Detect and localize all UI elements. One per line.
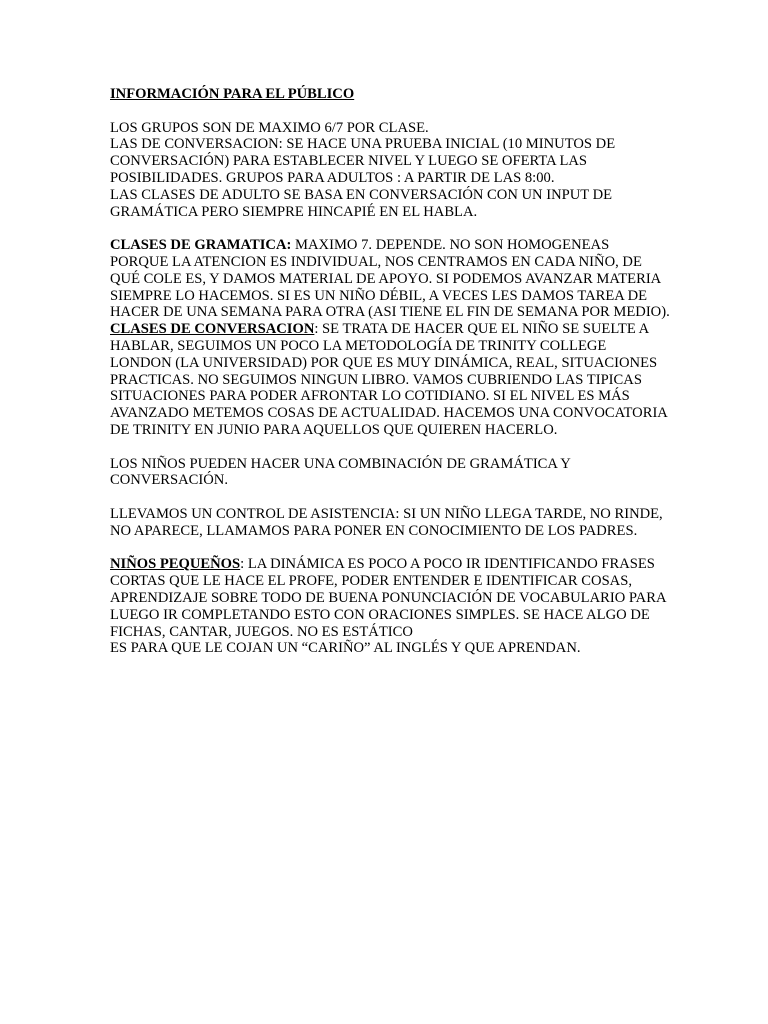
pequenos-text: : LA DINÁMICA ES POCO A POCO IR IDENTIFICANDO FRASES CORTAS QUE LE HACE EL PROFE, PODER ENTENDER E IDENTIFICAR COSAS, APRENDIZAJE SOBRE TODO DE BUENA PONUNCIACIÓN DE VOCABULARIO PARA LUEGO IR COMPLETANDO ESTO CON ORACIONES SIMPLES. SE HACE ALGO DE FICHAS, CANTAR, JUEGOS. NO ES ESTÁTICO [110, 556, 666, 640]
pequenos-paragraph [110, 556, 670, 640]
pequenos-heading: NIÑOS PEQUEÑOS [110, 556, 241, 573]
combinacion-paragraph: LOS NIÑOS PUEDEN HACER UNA COMBINACIÓN DE GRAMÁTICA Y CONVERSACIÓN. [110, 455, 571, 489]
document-title: INFORMACIÓN PARA EL PÚBLICO [110, 86, 355, 102]
conversacion-paragraph [110, 321, 670, 439]
conversacion-text: : SE TRATA DE HACER QUE EL NIÑO SE SUELTE A HABLAR, SEGUIMOS UN POCO LA METODOLOGÍA DE TRINITY COLLEGE LONDON (LA UNIVERSIDAD) POR QUE ES MUY DINÁMICA, REAL, SITUACIONES PRACTICAS. NO SEGUIMOS NINGUN LIBRO. VAMOS CUBRIENDO LAS TIPICAS SITUACIONES PARA PODER AFRONTAR LO COTIDIANO. SI EL NIVEL ES MÁS AVANZADO METEMOS COSAS DE ACTUALIDAD. HACEMOS UNA CONVOCATORIA DE TRINITY EN JUNIO PARA AQUELLOS QUE QUIEREN HACERLO. [110, 321, 668, 438]
gramatica-heading: CLASES DE GRAMATICA: [110, 237, 292, 254]
spacer [110, 540, 670, 557]
pequenos-closing: ES PARA QUE LE COJAN UN “CARIÑO” AL INGLÉS Y QUE APRENDAN. [110, 640, 581, 657]
spacer [110, 489, 670, 506]
gramatica-paragraph [110, 237, 670, 321]
spacer [110, 220, 670, 237]
asistencia-paragraph: LLEVAMOS UN CONTROL DE ASISTENCIA: SI UN NIÑO LLEGA TARDE, NO RINDE, NO APARECE, LLAMAMOS PARA PONER EN CONOCIMIENTO DE LOS PADRES. [110, 505, 663, 539]
intro-line-groups: LOS GRUPOS SON DE MAXIMO 6/7 POR CLASE. [110, 119, 429, 136]
intro-line-conversation: LAS DE CONVERSACION: SE HACE UNA PRUEBA INICIAL (10 MINUTOS DE CONVERSACIÓN) PARA ESTABLECER NIVEL Y LUEGO SE OFERTA LAS POSIBILIDADES. GRUPOS PARA ADULTOS : A PARTIR DE LAS 8:00. [110, 136, 616, 186]
spacer [110, 103, 670, 120]
gramatica-text: MAXIMO 7. DEPENDE. NO SON HOMOGENEAS PORQUE LA ATENCION ES INDIVIDUAL, NOS CENTRAMOS EN CADA NIÑO, DE QUÉ COLE ES, Y DAMOS MATERIAL DE APOYO. SI PODEMOS AVANZAR MATERIA SIEMPRE LO HACEMOS. SI ES UN NIÑO DÉBIL, A VECES LES DAMOS TAREA DE HACER DE UNA SEMANA PARA OTRA (ASI TIENE EL FIN DE SEMANA POR MEDIO). [110, 237, 670, 321]
conversacion-heading: CLASES DE CONVERSACION [110, 321, 315, 338]
spacer [110, 439, 670, 456]
intro-line-adults: LAS CLASES DE ADULTO SE BASA EN CONVERSACIÓN CON UN INPUT DE GRAMÁTICA PERO SIEMPRE HINCAPIÉ EN EL HABLA. [110, 186, 613, 220]
document-page [110, 86, 670, 657]
